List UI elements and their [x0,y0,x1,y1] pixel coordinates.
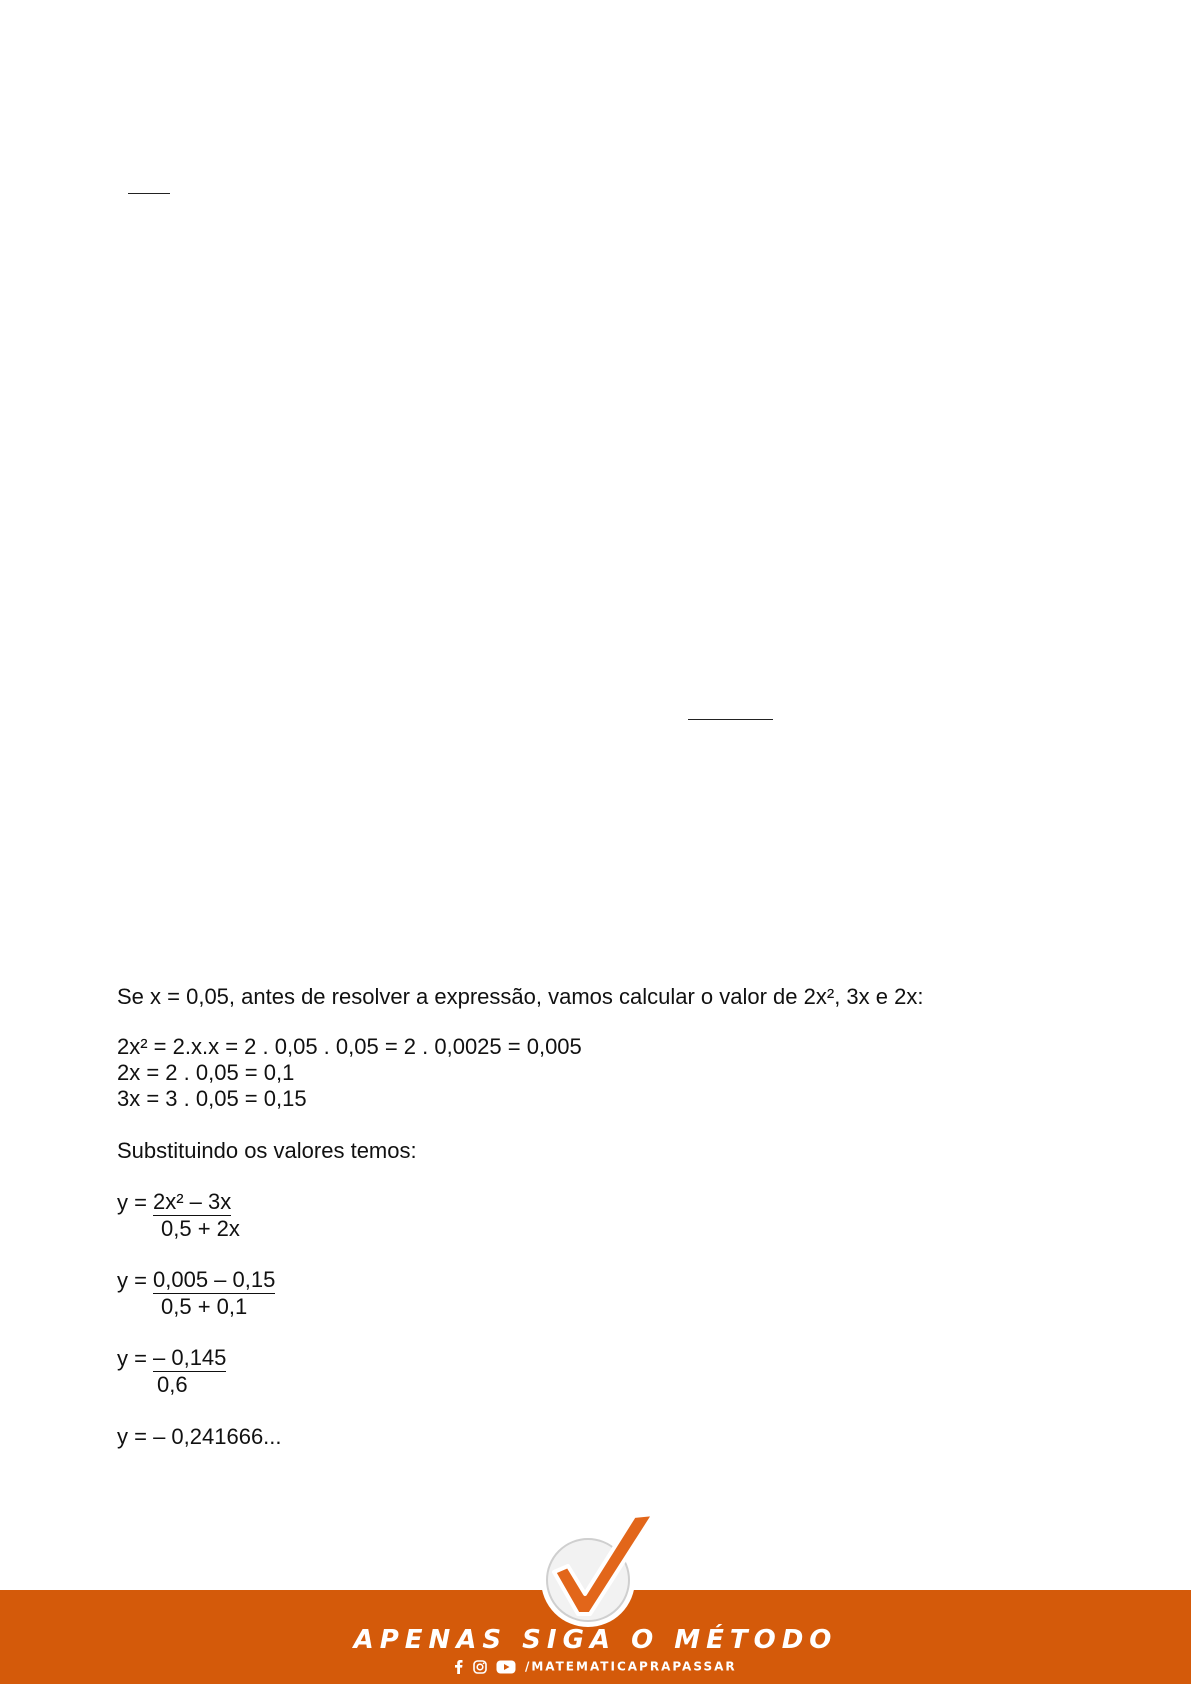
fraction-lhs: y = [117,1268,147,1293]
fraction-denominator: 0,5 + 2x [161,1216,240,1241]
calc-line: 2x² = 2.x.x = 2 . 0,05 . 0,05 = 2 . 0,0025 = 0,005 [117,1034,582,1059]
instagram-icon[interactable] [473,1660,487,1674]
stray-rule-middle [688,719,773,720]
footer-slogan: APENAS SIGA O MÉTODO [353,1625,838,1655]
intro-text: Se x = 0,05, antes de resolver a expressão, vamos calcular o valor de 2x², 3x e 2x: [117,984,924,1009]
result-line: y = – 0,241666... [117,1424,282,1449]
calc-line: 3x = 3 . 0,05 = 0,15 [117,1086,307,1111]
fraction-denominator: 0,6 [157,1372,188,1397]
fraction-step-1 [117,1190,1117,1242]
substitution-label: Substituindo os valores temos: [117,1138,417,1163]
solution-content [117,984,1117,1450]
fraction-step-3 [117,1346,1117,1398]
fraction-denominator: 0,5 + 0,1 [161,1294,248,1319]
calc-line: 2x = 2 . 0,05 = 0,1 [117,1060,295,1085]
fraction-lhs: y = [117,1346,147,1371]
youtube-icon[interactable] [496,1660,516,1674]
social-links [0,1659,1191,1674]
fraction-numerator: – 0,145 [153,1345,227,1370]
fraction-lhs: y = [117,1190,147,1215]
fraction-numerator: 2x² – 3x [153,1189,232,1214]
facebook-icon[interactable] [454,1660,463,1674]
social-handle[interactable]: /MATEMATICAPRAPASSAR [524,1659,737,1674]
fraction-step-2 [117,1268,1117,1320]
stray-rule-top [128,193,170,194]
fraction-numerator: 0,005 – 0,15 [153,1267,276,1292]
checkmark-logo-icon [530,1510,660,1630]
